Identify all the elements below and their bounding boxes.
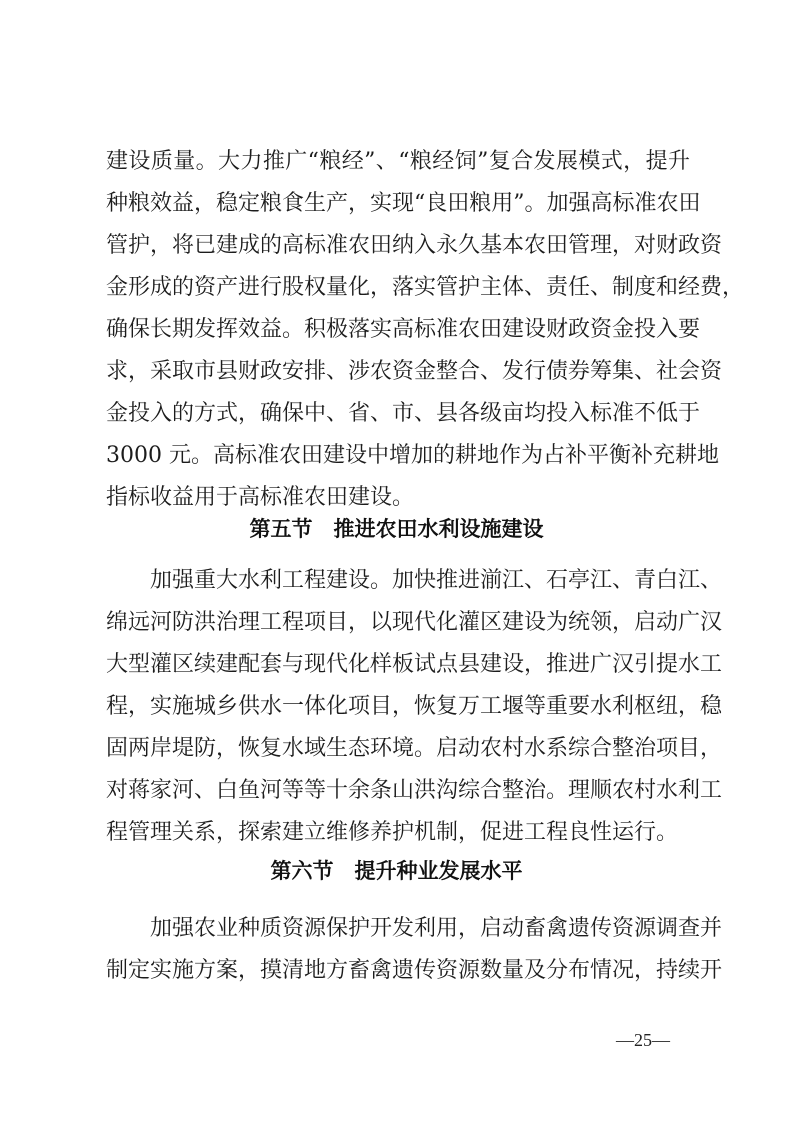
paragraph-line: 管护，将已建成的高标准农田纳入永久基本农田管理，对财政资 xyxy=(106,233,723,258)
paragraph-line: 加强重大水利工程建设。加快推进湔江、石亭江、青白江、 xyxy=(150,568,723,593)
paragraph-line: 制定实施方案，摸清地方畜禽遗传资源数量及分布情况，持续开 xyxy=(106,958,723,983)
paragraph-line: 绵远河防洪治理工程项目，以现代化灌区建设为统领，启动广汉 xyxy=(106,610,723,635)
paragraph-line: 金投入的方式，确保中、省、市、县各级亩均投入标准不低于 xyxy=(106,401,701,426)
paragraph-line: 确保长期发挥效益。积极落实高标准农田建设财政资金投入要 xyxy=(106,317,701,342)
paragraph-line: 固两岸堤防，恢复水域生态环境。启动农村水系综合整治项目， xyxy=(106,736,723,761)
paragraph-line: 加强农业种质资源保护开发利用，启动畜禽遗传资源调查并 xyxy=(150,916,723,941)
paragraph-line: 程，实施城乡供水一体化项目，恢复万工堰等重要水利枢纽，稳 xyxy=(106,694,723,719)
paragraph-line: 求，采取市县财政安排、涉农资金整合、发行债券筹集、社会资 xyxy=(106,359,723,384)
paragraph-line: 金形成的资产进行股权量化，落实管护主体、责任、制度和经费， xyxy=(106,275,745,300)
paragraph-line: 建设质量。大力推广“粮经”、“粮经饲”复合发展模式，提升 xyxy=(106,149,690,174)
paragraph-line: 对蒋家河、白鱼河等等十余条山洪沟综合整治。理顺农村水利工 xyxy=(106,778,723,803)
section-heading: 第五节 推进农田水利设施建设 xyxy=(249,517,544,541)
section-heading: 第六节 提升种业发展水平 xyxy=(270,859,523,883)
paragraph-line: 大型灌区续建配套与现代化样板试点县建设，推进广汉引提水工 xyxy=(106,652,723,677)
paragraph-line: 程管理关系，探索建立维修养护机制，促进工程良性运行。 xyxy=(106,820,679,845)
paragraph-line: 3000 元。高标准农田建设中增加的耕地作为占补平衡补充耕地 xyxy=(106,443,719,468)
page-number: —25— xyxy=(616,1030,670,1050)
paragraph-line: 指标收益用于高标准农田建设。 xyxy=(106,485,415,510)
paragraph-line: 种粮效益，稳定粮食生产，实现“良田粮用”。加强高标准农田 xyxy=(106,191,701,216)
